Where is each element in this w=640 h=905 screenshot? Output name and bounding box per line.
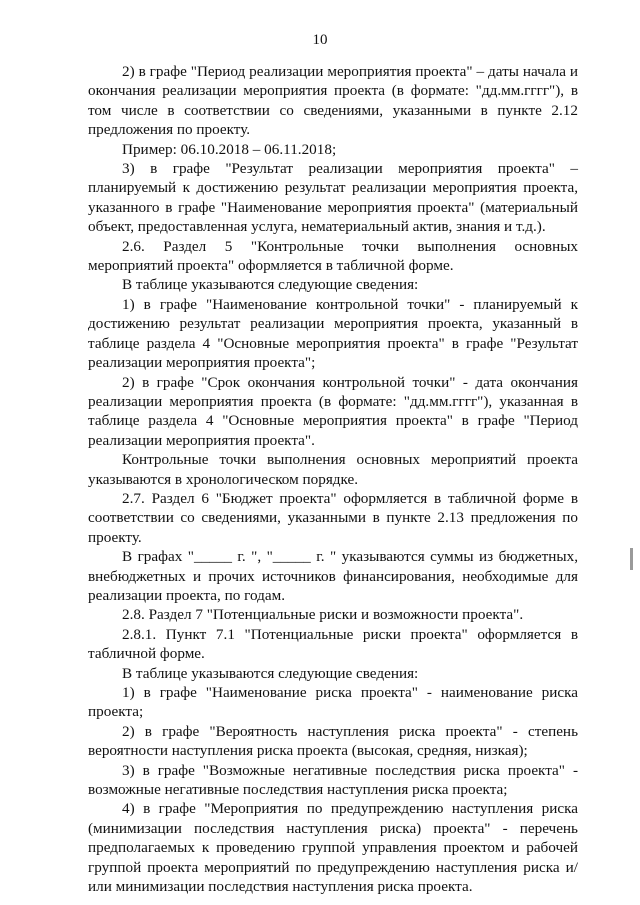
- paragraph-budget-columns: В графах "_____ г. ", "_____ г. " указываются суммы из бюджетных, внебюджетных и прочих источников финансирования, необходимые для реализации проекта, по годам.: [88, 548, 578, 604]
- paragraph-section-2-7: 2.7. Раздел 6 "Бюджет проекта" оформляется в табличной форме в соответствии со сведениями, указанными в пункте 2.13 предложения по проекту.: [88, 489, 578, 546]
- paragraph-checkpoint-deadline: 2) в графе "Срок окончания контрольной точки" - дата окончания реализации мероприятия проекта (в формате: "дд.мм.гггг"), указанная в таблице раздела 4 "Основные мероприятия проекта" в графе "Период реализации мероприятия проекта".: [88, 373, 578, 449]
- paragraph-chronological: Контрольные точки выполнения основных мероприятий проекта указываются в хронологическом порядке.: [88, 451, 578, 488]
- paragraph-table-info-2: В таблице указываются следующие сведения:: [122, 664, 419, 682]
- paragraph-example: Пример: 06.10.2018 – 06.11.2018;: [122, 140, 337, 158]
- paragraph-risk-consequences: 3) в графе "Возможные негативные последствия риска проекта" - возможные негативные последствия наступления риска проекта;: [88, 761, 578, 799]
- paragraph-risk-name: 1) в графе "Наименование риска проекта" - наименование риска проекта;: [88, 684, 578, 721]
- paragraph-section-2-8: 2.8. Раздел 7 "Потенциальные риски и возможности проекта".: [122, 606, 524, 624]
- paragraph-table-info: В таблице указываются следующие сведения:: [122, 276, 419, 294]
- paragraph-section-2-8-1: 2.8.1. Пункт 7.1 "Потенциальные риски проекта" оформляется в табличной форме.: [88, 625, 578, 663]
- paragraph-period: 2) в графе "Период реализации мероприятия проекта" – даты начала и окончания реализации мероприятия проекта (в формате: "дд.мм.гггг"), в том числе в соответствии со сведениями, указанными в пункте 2.12 предложения по проекту.: [88, 63, 578, 139]
- scan-edge-mark: [630, 548, 633, 570]
- document-body: [88, 62, 578, 896]
- paragraph-checkpoint-name: 1) в графе "Наименование контрольной точки" - планируемый к достижению результат реализации мероприятия проекта, указанный в таблице раздела 4 "Основные мероприятия проекта" в графе "Результат реализации мероприятия проекта";: [88, 295, 578, 372]
- paragraph-section-2-6: 2.6. Раздел 5 "Контрольные точки выполнения основных мероприятий проекта" оформляется в табличной форме.: [88, 237, 578, 275]
- paragraph-result: 3) в графе "Результат реализации мероприятия проекта" – планируемый к достижению результат реализации мероприятия проекта, указанного в графе "Наименование мероприятия проекта" (материальный объект, предоставленная услуга, нематериальный актив, знания и т.д.).: [88, 160, 578, 236]
- paragraph-risk-measures: 4) в графе "Мероприятия по предупреждению наступления риска (минимизации последствия наступления риска) проекта" - перечень предполагаемых к проведению группой управления проектом и рабочей группой проекта мероприятий по предупреждению наступления риска и/или минимизации последствия наступления риска проекта.: [88, 800, 578, 896]
- page-number: 10: [312, 32, 328, 48]
- paragraph-risk-probability: 2) в графе "Вероятность наступления риска проекта" - степень вероятности наступления риска проекта (высокая, средняя, низкая);: [88, 722, 578, 760]
